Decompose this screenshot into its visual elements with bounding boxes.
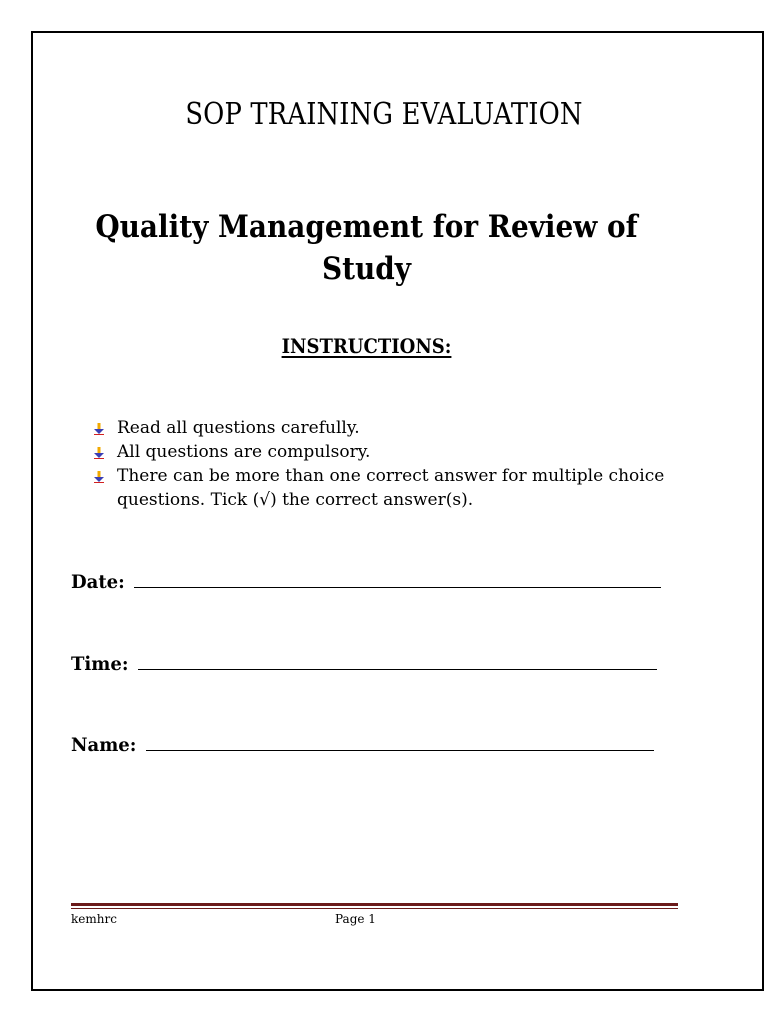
- instruction-text: Read all questions carefully.: [117, 418, 360, 438]
- name-field: [71, 726, 654, 756]
- name-input-line[interactable]: [146, 749, 654, 751]
- instruction-item: [92, 440, 672, 464]
- date-input-line[interactable]: [134, 586, 661, 588]
- document-title-line-2: Study: [321, 251, 412, 287]
- time-label: Time:: [71, 653, 129, 675]
- instruction-text: All questions are compulsory.: [117, 442, 371, 462]
- instruction-list: [92, 416, 672, 512]
- instruction-item: [92, 416, 672, 440]
- date-field: [71, 563, 661, 593]
- footer-rule: [71, 903, 678, 906]
- time-input-line[interactable]: [138, 668, 657, 670]
- document-heading: SOP TRAINING EVALUATION: [185, 97, 583, 132]
- down-arrow-icon: [94, 471, 104, 483]
- instruction-text: There can be more than one correct answer for multiple choice questions. Tick (√) the correct answer(s).: [117, 466, 665, 510]
- down-arrow-icon: [94, 447, 104, 459]
- footer-org-text: kemhrc: [71, 912, 117, 926]
- footer-page-number: Page 1: [335, 912, 376, 926]
- time-field: [71, 645, 657, 675]
- document-title: [37, 206, 697, 290]
- footer-rule-thin: [71, 908, 678, 909]
- document-title-line-1: Quality Management for Review of: [95, 209, 638, 245]
- instructions-heading: INSTRUCTIONS:: [281, 334, 452, 358]
- date-label: Date:: [71, 571, 125, 593]
- down-arrow-icon: [94, 423, 104, 435]
- instruction-item: [92, 464, 672, 512]
- name-label: Name:: [71, 734, 137, 756]
